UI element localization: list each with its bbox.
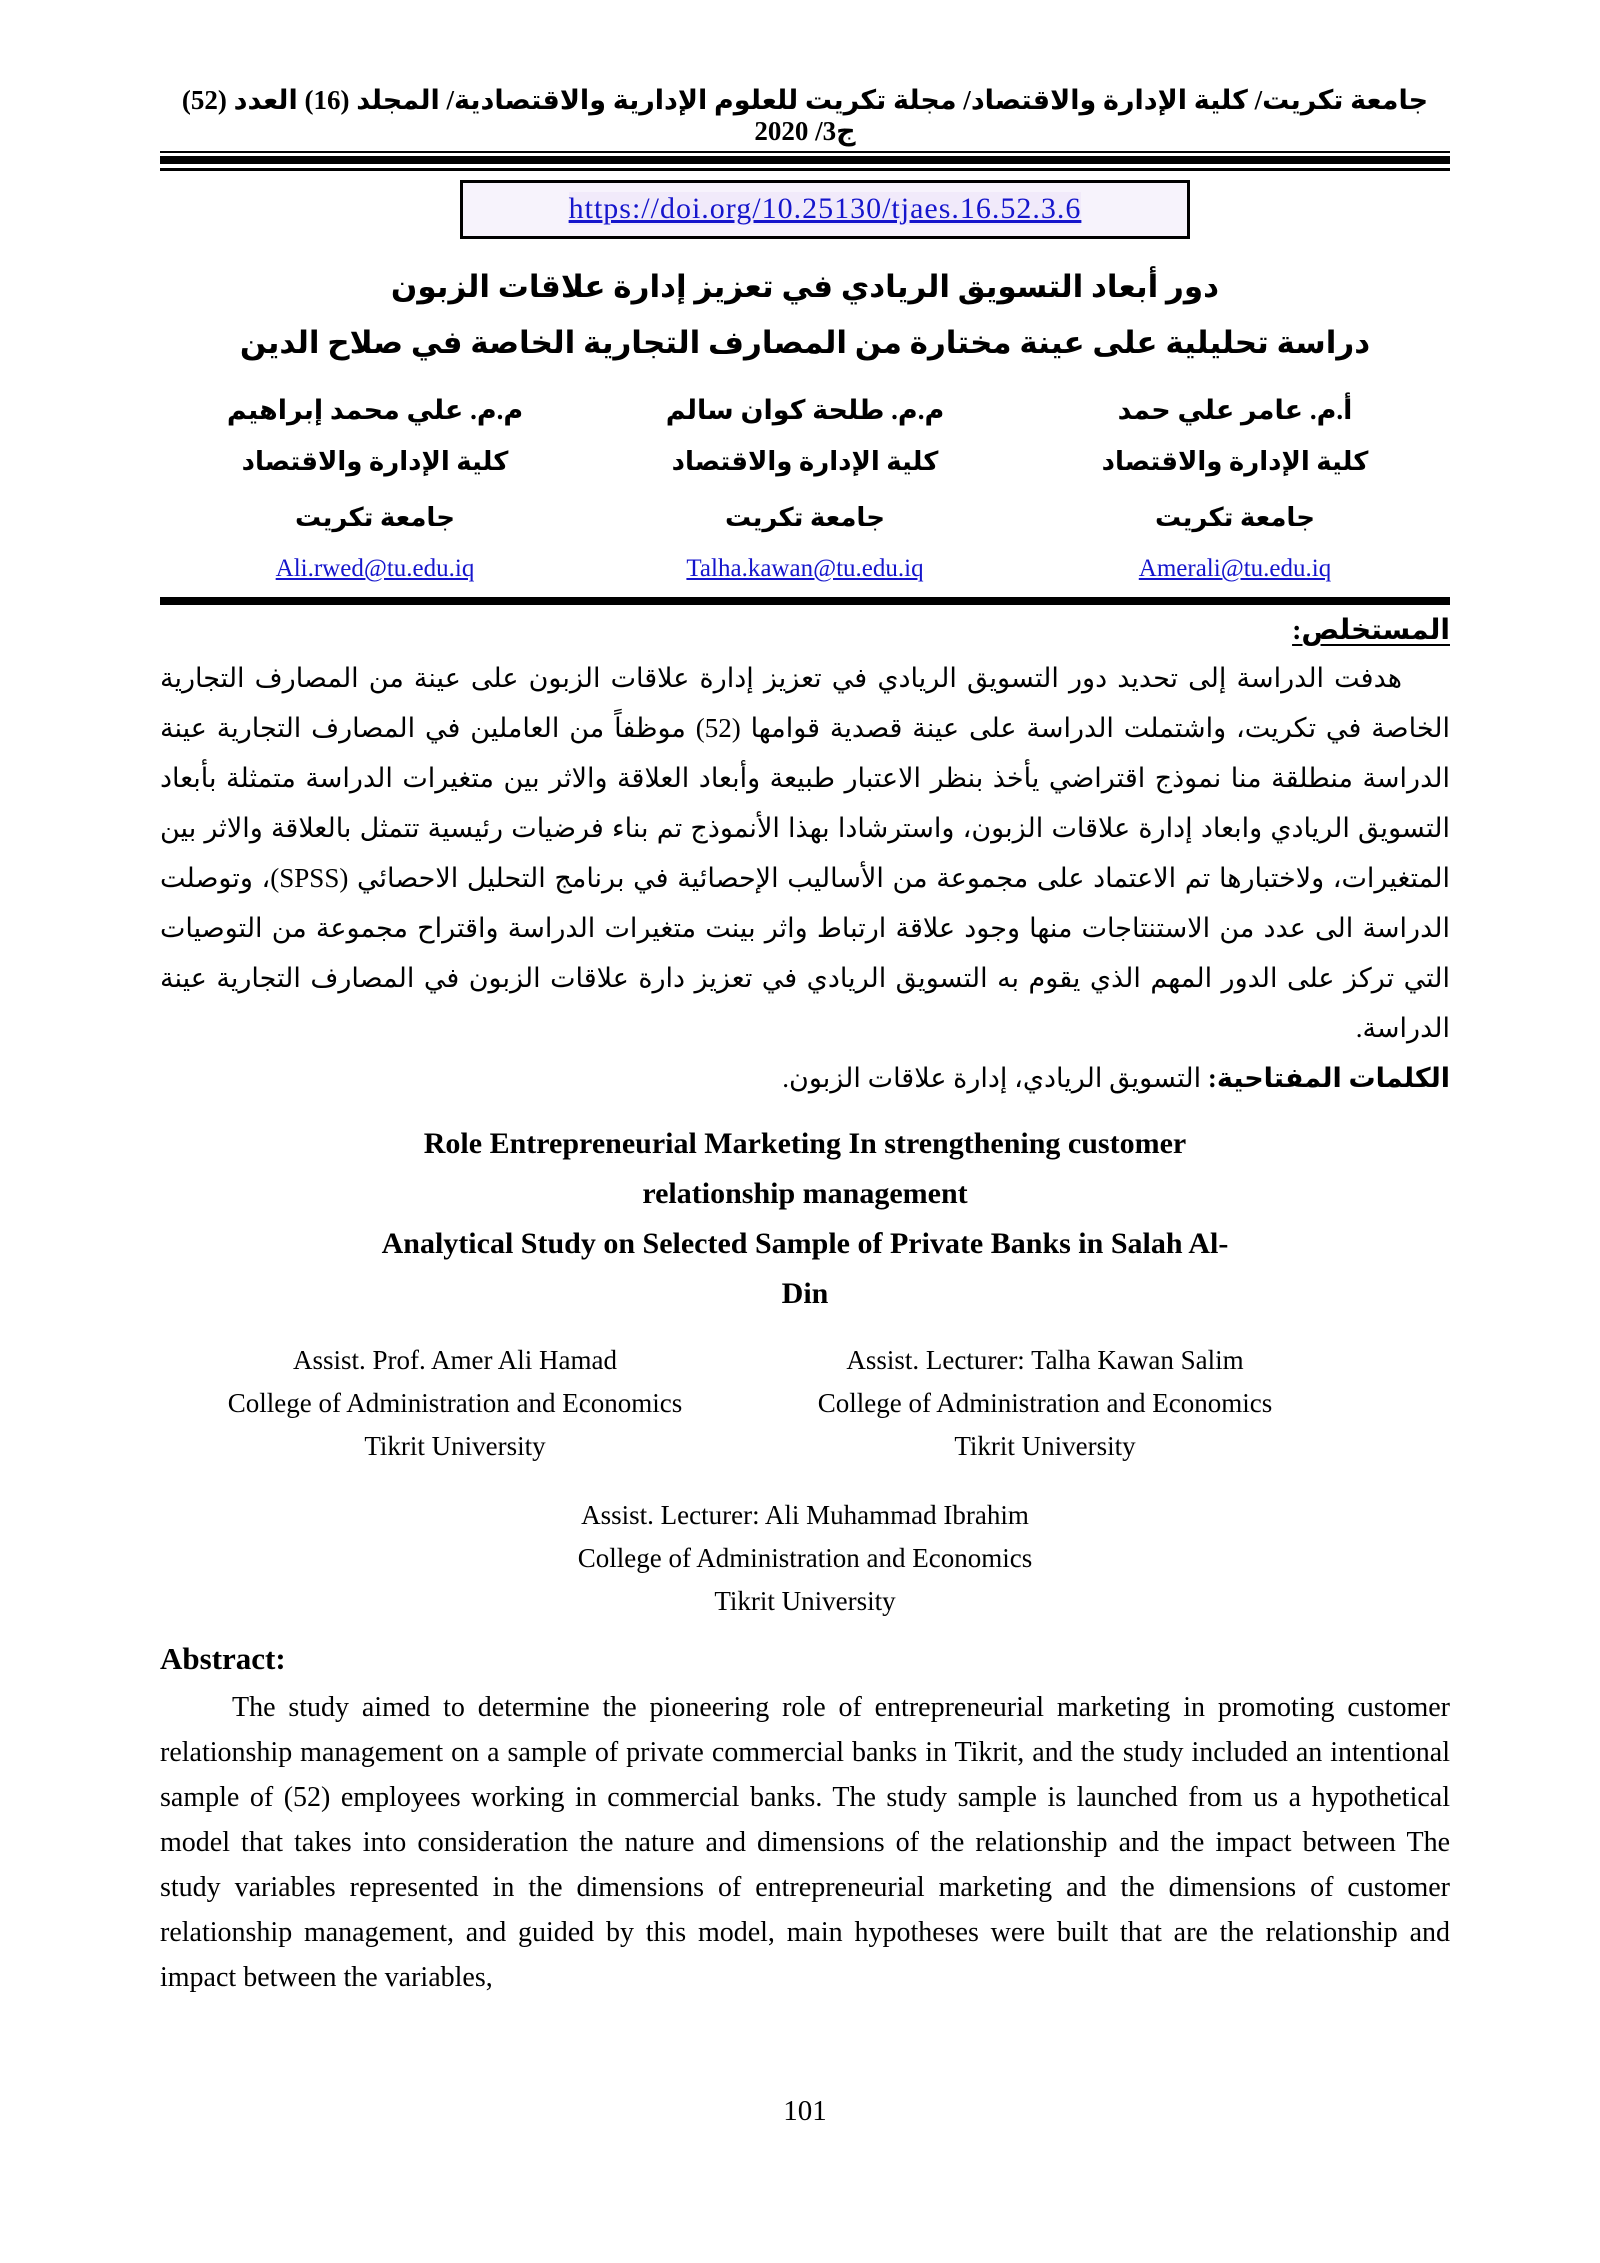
keywords-label: الكلمات المفتاحية: [1207, 1063, 1450, 1093]
abstract-arabic-heading: المستخلص: [1292, 615, 1450, 646]
author-university: Tikrit University [954, 1431, 1136, 1461]
author-column-arabic-1 [1020, 395, 1450, 583]
author-email-link[interactable]: Talha.kawan@tu.edu.iq [686, 555, 924, 582]
paper-title-arabic [160, 259, 1450, 371]
author-college: كلية الإدارة والاقتصاد [671, 447, 939, 476]
paper-title-arabic-line1: دور أبعاد التسويق الريادي في تعزيز إدارة علاقات الزبون [390, 269, 1220, 304]
author-name: Assist. Lecturer: Talha Kawan Salim [846, 1345, 1244, 1375]
keywords-line [160, 1053, 1450, 1103]
author-email-link[interactable]: Amerali@tu.edu.iq [1138, 555, 1332, 582]
page-number: 101 [783, 2095, 827, 2127]
abstract-english-text: The study aimed to determine the pioneering role of entrepreneurial marketing in promoting customer relationship management on a sample of private commercial banks in Tikrit, and the study included an intentional sample of (52) employees working in commercial banks. The study sample is launched from us a hypothetical model that takes into consideration the nature and dimensions of the relationship and the impact between The study variables represented in the dimensions of entrepreneurial marketing and the dimensions of customer relationship management, and guided by this model, main hypotheses were built that are the relationship and impact between the variables, [160, 1692, 1450, 1993]
author-college: College of Administration and Economics [227, 1388, 683, 1418]
paper-title-english [160, 1119, 1450, 1319]
doi-box [460, 180, 1190, 239]
paper-title-english-line4: Din [781, 1277, 829, 1310]
author-email-link[interactable]: Ali.rwed@tu.edu.iq [275, 555, 475, 582]
author-name: م.م. طلحة كوان سالم [665, 395, 945, 425]
paper-title-arabic-line2: دراسة تحليلية على عينة مختارة من المصارف التجارية الخاصة في صلاح الدين [239, 325, 1371, 360]
author-college: College of Administration and Economics [577, 1543, 1033, 1573]
author-column-arabic-3 [160, 395, 590, 583]
header-rule-thin [160, 168, 1450, 171]
author-column-english-2 [750, 1345, 1340, 1462]
abstract-arabic-text: هدفت الدراسة إلى تحديد دور التسويق الريادي في تعزيز إدارة علاقات الزبون على عينة من المصارف التجارية الخاصة في تكريت، واشتملت الدراسة على عينة قصدية قوامها (52) موظفاً من العاملين في المصارف التجارية عينة الدراسة منطلقة منا نموذج اقتراضي يأخذ بنظر الاعتبار طبيعة وأبعاد العلاقة والاثر بين متغيرات الدراسة متمثلة بأبعاد التسويق الريادي وابعاد إدارة علاقات الزبون، واسترشادا بهذا الأنموذج تم بناء فرضيات رئيسية تتمثل بالعلاقة والاثر بين المتغيرات، ولاختبارها تم الاعتماد على مجموعة من الأساليب الإحصائية في برنامج التحليل الاحصائي (SPSS)، وتوصلت الدراسة الى عدد من الاستنتاجات منها وجود علاقة ارتباط واثر بينت متغيرات الدراسة واقتراح مجموعة من التوصيات التي تركز على الدور المهم الذي يقوم به التسويق الريادي في تعزيز دارة علاقات الزبون في المصارف التجارية عينة الدراسة. [160, 663, 1450, 1043]
author-university: جامعة تكريت [295, 503, 455, 532]
journal-header: جامعة تكريت/ كلية الإدارة والاقتصاد/ مجلة تكريت للعلوم الإدارية والاقتصادية/ المجلد (16) العدد (52) ج3/ 2020 [160, 85, 1450, 153]
author-column-english-1 [160, 1345, 750, 1462]
doi-link[interactable]: https://doi.org/10.25130/tjaes.16.52.3.6 [568, 192, 1082, 225]
paper-title-english-line3: Analytical Study on Selected Sample of Private Banks in Salah Al- [381, 1227, 1229, 1260]
abstract-english-heading: Abstract: [160, 1641, 286, 1676]
author-university: جامعة تكريت [725, 503, 885, 532]
keywords-text: التسويق الريادي، إدارة علاقات الزبون. [782, 1063, 1208, 1093]
author-university: Tikrit University [714, 1586, 896, 1616]
author-column-english-3 [160, 1500, 1450, 1617]
header-rule-thick [160, 156, 1450, 164]
author-university: Tikrit University [364, 1431, 546, 1461]
author-name: Assist. Lecturer: Ali Muhammad Ibrahim [581, 1500, 1029, 1530]
authors-english-row [160, 1345, 1450, 1462]
author-college: كلية الإدارة والاقتصاد [241, 447, 509, 476]
author-name: أ.م. عامر علي حمد [1117, 395, 1353, 425]
authors-arabic-row [160, 395, 1450, 583]
author-college: College of Administration and Economics [817, 1388, 1273, 1418]
section-divider-rule [160, 597, 1450, 605]
author-university: جامعة تكريت [1155, 503, 1315, 532]
author-name: م.م. علي محمد إبراهيم [226, 395, 524, 425]
author-column-arabic-2 [590, 395, 1020, 583]
author-college: كلية الإدارة والاقتصاد [1101, 447, 1369, 476]
paper-title-english-line1: Role Entrepreneurial Marketing In strengthening customer [423, 1127, 1187, 1160]
paper-title-english-line2: relationship management [642, 1177, 968, 1210]
author-name: Assist. Prof. Amer Ali Hamad [293, 1345, 617, 1375]
